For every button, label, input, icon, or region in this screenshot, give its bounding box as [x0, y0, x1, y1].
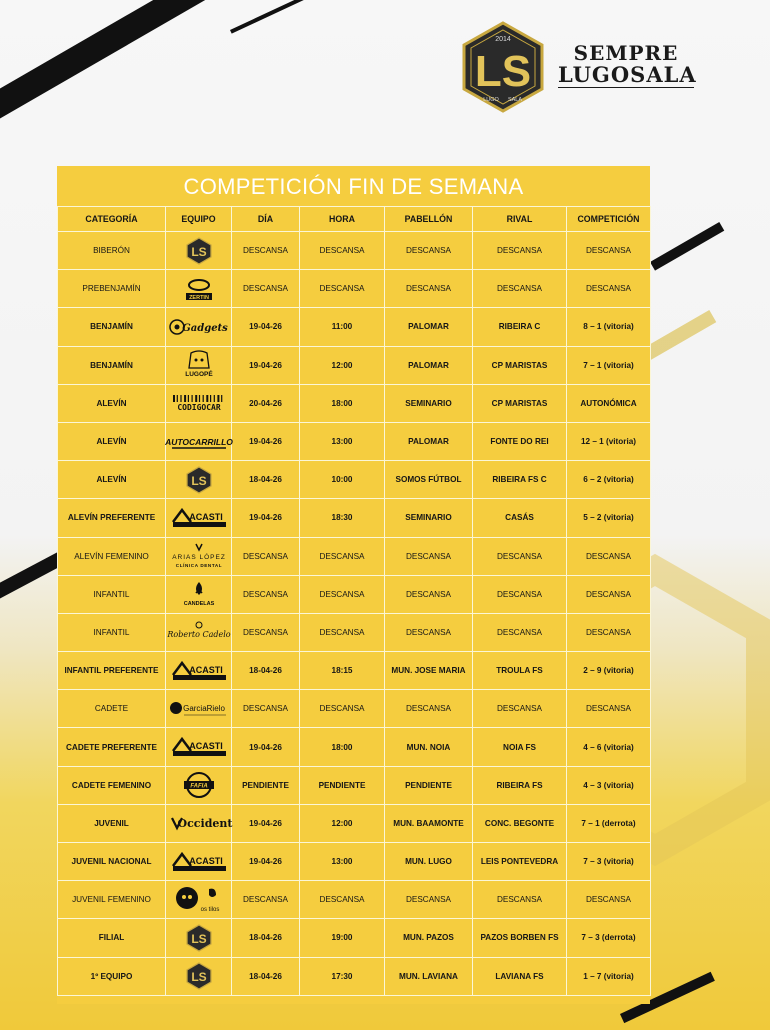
header-dia: DÍA — [232, 207, 300, 232]
svg-text:os tilos: os tilos — [200, 906, 219, 913]
brand-line-1: SEMPRE — [573, 41, 679, 65]
team-cell — [166, 881, 232, 919]
time-cell: DESCANSA — [300, 613, 385, 651]
time-cell: 18:30 — [300, 499, 385, 537]
lugosala-shield-icon — [186, 962, 212, 990]
rival-cell: DESCANSA — [473, 270, 567, 308]
day-cell: 18-04-26 — [232, 957, 300, 995]
time-cell: DESCANSA — [300, 575, 385, 613]
logo-year: 2014 — [495, 36, 511, 43]
acasti-logo-icon — [170, 660, 228, 682]
svg-text:ACASTI: ACASTI — [188, 511, 223, 522]
competition-panel — [57, 166, 650, 1004]
day-cell: DESCANSA — [232, 232, 300, 270]
category-cell: ALEVÍN FEMENINO — [58, 537, 166, 575]
day-cell: 19-04-26 — [232, 422, 300, 460]
result-cell: DESCANSA — [567, 575, 651, 613]
header-pabellon: PABELLÓN — [385, 207, 473, 232]
time-cell: DESCANSA — [300, 537, 385, 575]
brand-line-2: LUGOSALA — [558, 62, 697, 87]
team-cell — [166, 537, 232, 575]
time-cell: 12:00 — [300, 804, 385, 842]
black-stripe-top-left — [0, 0, 253, 123]
table-row — [58, 575, 651, 613]
team-cell — [166, 499, 232, 537]
svg-text:LUGOPÉ: LUGOPÉ — [184, 371, 213, 379]
day-cell: 18-04-26 — [232, 461, 300, 499]
rival-cell: RIBEIRA FS — [473, 766, 567, 804]
svg-text:Gadgets: Gadgets — [181, 322, 228, 334]
rival-cell: DESCANSA — [473, 537, 567, 575]
category-cell: BENJAMÍN — [58, 346, 166, 384]
time-cell: DESCANSA — [300, 270, 385, 308]
acasti-logo-icon — [170, 851, 228, 873]
table-row — [58, 270, 651, 308]
time-cell: DESCANSA — [300, 690, 385, 728]
table-row — [58, 613, 651, 651]
venue-cell: MUN. LAVIANA — [385, 957, 473, 995]
rival-cell: RIBEIRA C — [473, 308, 567, 346]
table-row — [58, 346, 651, 384]
day-cell: DESCANSA — [232, 575, 300, 613]
occident-logo-icon — [170, 814, 232, 832]
rival-cell: DESCANSA — [473, 690, 567, 728]
team-cell — [166, 461, 232, 499]
result-cell: DESCANSA — [567, 881, 651, 919]
rival-cell: DESCANSA — [473, 613, 567, 651]
result-cell: 7 – 1 (derrota) — [567, 804, 651, 842]
time-cell: 19:00 — [300, 919, 385, 957]
category-cell: JUVENIL NACIONAL — [58, 843, 166, 881]
result-cell: DESCANSA — [567, 690, 651, 728]
time-cell: 11:00 — [300, 308, 385, 346]
venue-cell: MUN. PAZOS — [385, 919, 473, 957]
logo-caption-right: SALA — [507, 97, 523, 103]
day-cell: DESCANSA — [232, 881, 300, 919]
time-cell: 13:00 — [300, 843, 385, 881]
venue-cell: MUN. LUGO — [385, 843, 473, 881]
header-rival: RIVAL — [473, 207, 567, 232]
team-cell — [166, 270, 232, 308]
venue-cell: PENDIENTE — [385, 766, 473, 804]
logo-caption-left: LUGO — [483, 97, 499, 103]
candelas-logo-icon — [179, 580, 219, 608]
day-cell: 18-04-26 — [232, 652, 300, 690]
venue-cell: DESCANSA — [385, 613, 473, 651]
svg-text:LS: LS — [190, 931, 207, 946]
rival-cell: DESCANSA — [473, 881, 567, 919]
zertin-logo-icon — [179, 277, 219, 301]
team-cell — [166, 766, 232, 804]
codigocar-logo-icon — [171, 394, 227, 412]
result-cell: DESCANSA — [567, 537, 651, 575]
venue-cell: DESCANSA — [385, 575, 473, 613]
brand-wordmark — [558, 41, 697, 88]
day-cell: 19-04-26 — [232, 346, 300, 384]
table-row — [58, 957, 651, 995]
logo-letters: LS — [474, 47, 532, 96]
table-row — [58, 308, 651, 346]
venue-cell: SEMINARIO — [385, 499, 473, 537]
category-cell: ALEVÍN — [58, 461, 166, 499]
result-cell: DESCANSA — [567, 613, 651, 651]
svg-text:AUTOCARRILLO: AUTOCARRILLO — [164, 436, 233, 447]
svg-text:FAFIA: FAFIA — [189, 783, 208, 790]
venue-cell: MUN. BAAMONTE — [385, 804, 473, 842]
category-cell: FILIAL — [58, 919, 166, 957]
day-cell: DESCANSA — [232, 613, 300, 651]
garciarielo-logo-icon — [168, 699, 230, 719]
team-cell — [166, 957, 232, 995]
header-equipo: EQUIPO — [166, 207, 232, 232]
svg-text:CANDELAS: CANDELAS — [183, 601, 214, 608]
rival-cell: LEIS PONTEVEDRA — [473, 843, 567, 881]
acasti-logo-icon — [170, 736, 228, 758]
time-cell: 13:00 — [300, 422, 385, 460]
table-row — [58, 537, 651, 575]
category-cell: 1º EQUIPO — [58, 957, 166, 995]
table-row — [58, 232, 651, 270]
time-cell: 18:00 — [300, 728, 385, 766]
day-cell: PENDIENTE — [232, 766, 300, 804]
table-header-row — [58, 207, 651, 232]
svg-text:LS: LS — [190, 970, 207, 985]
time-cell: 10:00 — [300, 461, 385, 499]
rival-cell: CP MARISTAS — [473, 384, 567, 422]
table-row — [58, 728, 651, 766]
venue-cell: PALOMAR — [385, 422, 473, 460]
black-stripe-top-thin — [230, 0, 304, 34]
category-cell: CADETE — [58, 690, 166, 728]
venue-cell: DESCANSA — [385, 232, 473, 270]
svg-text:ACASTI: ACASTI — [188, 741, 223, 752]
table-row — [58, 422, 651, 460]
lugosala-shield-icon — [186, 466, 212, 494]
category-cell: INFANTIL PREFERENTE — [58, 652, 166, 690]
svg-text:LS: LS — [190, 473, 207, 488]
svg-text:CODIGOCAR: CODIGOCAR — [176, 403, 221, 413]
day-cell: 20-04-26 — [232, 384, 300, 422]
black-stripe-mid-right — [650, 222, 724, 271]
rival-cell: PAZOS BORBEN FS — [473, 919, 567, 957]
competition-table — [57, 206, 651, 996]
day-cell: 19-04-26 — [232, 843, 300, 881]
table-row — [58, 652, 651, 690]
svg-text:CLÍNICA DENTAL: CLÍNICA DENTAL — [175, 563, 222, 569]
category-cell: INFANTIL — [58, 575, 166, 613]
roberto-cadelo-logo-icon — [166, 620, 231, 644]
day-cell: DESCANSA — [232, 537, 300, 575]
svg-text:GarciaRielo: GarciaRielo — [183, 703, 225, 713]
category-cell: BENJAMÍN — [58, 308, 166, 346]
time-cell: 17:30 — [300, 957, 385, 995]
day-cell: 19-04-26 — [232, 728, 300, 766]
venue-cell: DESCANSA — [385, 881, 473, 919]
lugosala-logo-icon — [461, 20, 545, 114]
rival-cell: CONC. BEGONTE — [473, 804, 567, 842]
team-cell — [166, 232, 232, 270]
team-cell — [166, 804, 232, 842]
os-tilos-logo-icon — [174, 885, 224, 915]
venue-cell: DESCANSA — [385, 537, 473, 575]
time-cell: 18:15 — [300, 652, 385, 690]
result-cell: 4 – 6 (vitoria) — [567, 728, 651, 766]
result-cell: 1 – 7 (vitoria) — [567, 957, 651, 995]
time-cell: 18:00 — [300, 384, 385, 422]
team-cell — [166, 346, 232, 384]
lugope-logo-icon — [179, 350, 219, 380]
table-row — [58, 384, 651, 422]
team-cell — [166, 843, 232, 881]
team-cell — [166, 575, 232, 613]
header-hora: HORA — [300, 207, 385, 232]
svg-text:ACASTI: ACASTI — [188, 664, 223, 675]
venue-cell: PALOMAR — [385, 308, 473, 346]
time-cell: PENDIENTE — [300, 766, 385, 804]
day-cell: 19-04-26 — [232, 804, 300, 842]
fafia-logo-icon — [183, 772, 215, 798]
day-cell: 18-04-26 — [232, 919, 300, 957]
result-cell: 7 – 3 (derrota) — [567, 919, 651, 957]
day-cell: 19-04-26 — [232, 499, 300, 537]
arias-lopez-logo-icon — [169, 542, 229, 570]
venue-cell: MUN. JOSE MARIA — [385, 652, 473, 690]
svg-text:LS: LS — [190, 244, 207, 259]
table-row — [58, 461, 651, 499]
category-cell: ALEVÍN PREFERENTE — [58, 499, 166, 537]
header-competicion: COMPETICIÓN — [567, 207, 651, 232]
rival-cell: NOIA FS — [473, 728, 567, 766]
table-row — [58, 499, 651, 537]
result-cell: DESCANSA — [567, 232, 651, 270]
result-cell: 4 – 3 (vitoria) — [567, 766, 651, 804]
svg-text:ARIAS LÓPEZ: ARIAS LÓPEZ — [171, 554, 226, 562]
time-cell: 12:00 — [300, 346, 385, 384]
team-cell — [166, 728, 232, 766]
svg-text:ZERTIN: ZERTIN — [188, 294, 209, 301]
rival-cell: DESCANSA — [473, 575, 567, 613]
category-cell: ALEVÍN — [58, 422, 166, 460]
table-row — [58, 843, 651, 881]
result-cell: 2 – 9 (vitoria) — [567, 652, 651, 690]
category-cell: PREBENJAMÍN — [58, 270, 166, 308]
team-cell — [166, 422, 232, 460]
result-cell: 8 – 1 (vitoria) — [567, 308, 651, 346]
table-row — [58, 881, 651, 919]
rival-cell: LAVIANA FS — [473, 957, 567, 995]
table-row — [58, 766, 651, 804]
category-cell: ALEVÍN — [58, 384, 166, 422]
table-row — [58, 919, 651, 957]
svg-text:Roberto Cadelo: Roberto Cadelo — [166, 630, 231, 640]
table-body — [58, 232, 651, 996]
svg-text:ACASTI: ACASTI — [188, 855, 223, 866]
result-cell: 5 – 2 (vitoria) — [567, 499, 651, 537]
team-cell — [166, 652, 232, 690]
rival-cell: FONTE DO REI — [473, 422, 567, 460]
category-cell: CADETE FEMENINO — [58, 766, 166, 804]
rival-cell: TROULA FS — [473, 652, 567, 690]
venue-cell: SOMOS FÚTBOL — [385, 461, 473, 499]
time-cell: DESCANSA — [300, 881, 385, 919]
table-row — [58, 690, 651, 728]
result-cell: 12 – 1 (vitoria) — [567, 422, 651, 460]
venue-cell: SEMINARIO — [385, 384, 473, 422]
team-cell — [166, 308, 232, 346]
gadgets-logo-icon — [169, 316, 229, 338]
autocarrillo-logo-icon — [164, 434, 233, 450]
rival-cell: RIBEIRA FS C — [473, 461, 567, 499]
result-cell: 7 – 3 (vitoria) — [567, 843, 651, 881]
venue-cell: MUN. NOIA — [385, 728, 473, 766]
header-categoria: CATEGORÍA — [58, 207, 166, 232]
day-cell: DESCANSA — [232, 690, 300, 728]
category-cell: JUVENIL FEMENINO — [58, 881, 166, 919]
result-cell: DESCANSA — [567, 270, 651, 308]
venue-cell: DESCANSA — [385, 270, 473, 308]
team-cell — [166, 919, 232, 957]
acasti-logo-icon — [170, 507, 228, 529]
svg-text:Occident: Occident — [177, 817, 232, 831]
result-cell: 7 – 1 (vitoria) — [567, 346, 651, 384]
day-cell: DESCANSA — [232, 270, 300, 308]
category-cell: JUVENIL — [58, 804, 166, 842]
panel-title: COMPETICIÓN FIN DE SEMANA — [183, 174, 524, 199]
result-cell: AUTONÓMICA — [567, 384, 651, 422]
category-cell: INFANTIL — [58, 613, 166, 651]
day-cell: 19-04-26 — [232, 308, 300, 346]
category-cell: BIBERÓN — [58, 232, 166, 270]
result-cell: 6 – 2 (vitoria) — [567, 461, 651, 499]
yellow-stripe-right — [640, 310, 716, 362]
table-row — [58, 804, 651, 842]
venue-cell: DESCANSA — [385, 690, 473, 728]
time-cell: DESCANSA — [300, 232, 385, 270]
rival-cell: DESCANSA — [473, 232, 567, 270]
venue-cell: PALOMAR — [385, 346, 473, 384]
lugosala-shield-icon — [186, 924, 212, 952]
rival-cell: CASÁS — [473, 499, 567, 537]
lugosala-shield-icon — [186, 237, 212, 265]
rival-cell: CP MARISTAS — [473, 346, 567, 384]
category-cell: CADETE PREFERENTE — [58, 728, 166, 766]
team-cell — [166, 384, 232, 422]
team-cell — [166, 613, 232, 651]
team-cell — [166, 690, 232, 728]
